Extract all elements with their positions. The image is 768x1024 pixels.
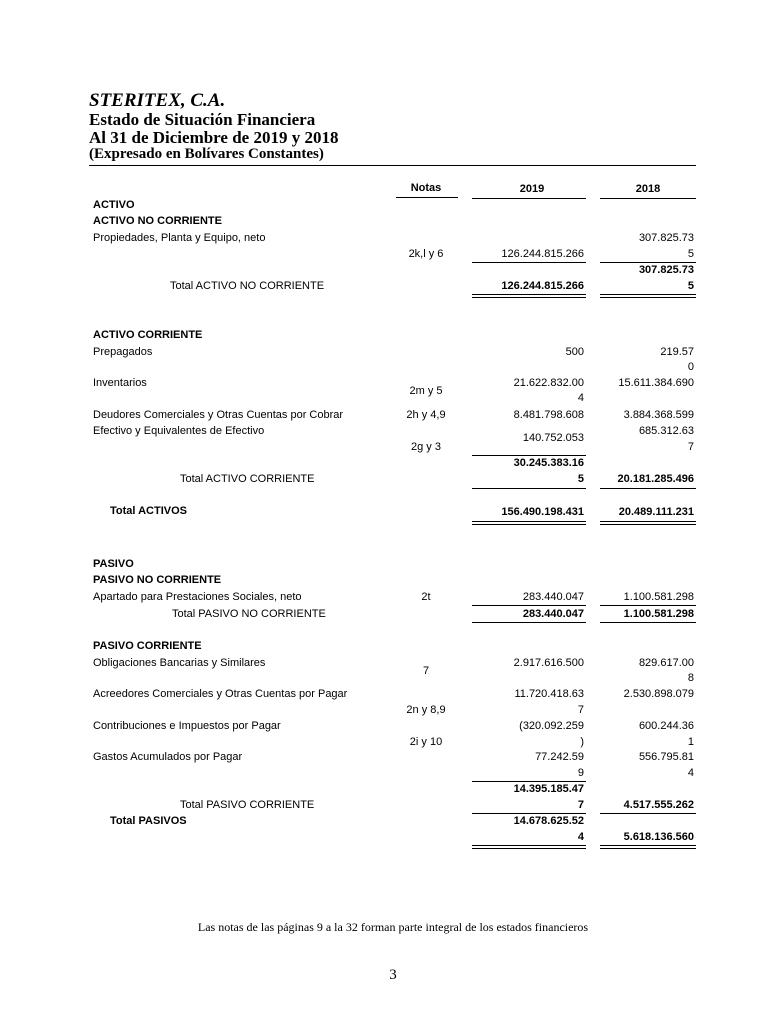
total-pasivos-double-line-2018 [600, 845, 696, 849]
row-value-2019: 2.917.616.500 [513, 657, 584, 669]
row-value-2018: 219.57 [660, 346, 694, 358]
row-value-2018: 1.100.581.298 [623, 591, 694, 603]
row-value-2019: 126.244.815.266 [501, 248, 584, 260]
row-value-2018-wrap: 8 [687, 672, 694, 684]
row-label: Contribuciones e Impuestos por Pagar [93, 720, 281, 732]
row-nota: 2g y 3 [411, 441, 441, 453]
total-value-2019: 14.395.185.47 [513, 783, 584, 795]
header-2019-underline [472, 198, 586, 199]
total-value-2019-wrap: 5 [577, 473, 584, 485]
total-pasivos-label: Total PASIVOS [110, 815, 187, 827]
row-nota: 2k,l y 6 [408, 248, 444, 260]
section-title-pasivo: PASIVO [93, 558, 134, 570]
subtotal-line-2018 [600, 605, 696, 606]
row-label: Acreedores Comerciales y Otras Cuentas por Pagar [93, 688, 348, 700]
row-label: Obligaciones Bancarias y Similares [93, 657, 266, 669]
total-line-2018 [600, 488, 696, 489]
total-label: Total ACTIVO NO CORRIENTE [170, 280, 325, 292]
notas-header-underline [396, 197, 458, 198]
row-value-2019: 500 [565, 346, 584, 358]
total-pasivos-double-line-2019 [472, 845, 586, 849]
row-value-2019: 140.752.053 [522, 432, 584, 444]
row-value-2018: 829.617.00 [638, 657, 694, 669]
row-label: Inventarios [93, 377, 147, 389]
section-title-activo-corriente: ACTIVO CORRIENTE [93, 329, 203, 341]
total-activos-2018: 20.489.111.231 [618, 506, 694, 518]
row-value-2019-wrap: ) [580, 736, 584, 748]
row-nota: 2h y 4,9 [406, 409, 446, 421]
total-value-2018: 20.181.285.496 [617, 473, 694, 485]
row-value-2019: 283.440.047 [522, 591, 584, 603]
total-activos-double-line-2018 [600, 521, 696, 525]
row-value-2019-wrap: 9 [577, 767, 584, 779]
total-label: Total PASIVO NO CORRIENTE [172, 608, 326, 620]
total-pasivos-2019-wrap: 4 [577, 831, 584, 843]
header-2018-underline [600, 198, 696, 199]
header-divider [89, 165, 696, 166]
total-activos-double-line-2019 [472, 521, 586, 525]
total-double-line-2019 [472, 294, 586, 298]
row-value-2019: 77.242.59 [535, 751, 584, 763]
company-name: STERITEX, C.A. [89, 90, 226, 111]
total-line-2019 [472, 622, 586, 623]
column-header-2018: 2018 [635, 183, 661, 195]
row-nota: 2m y 5 [409, 385, 443, 397]
row-label: Gastos Acumulados por Pagar [93, 751, 243, 763]
currency-note: (Expresado en Bolívares Constantes) [89, 146, 324, 162]
page-number: 3 [389, 967, 397, 983]
row-value-2018: 3.884.368.599 [623, 409, 694, 421]
column-header-notas: Notas [410, 182, 442, 194]
row-value-2019: (320.092.259 [519, 720, 584, 732]
row-nota: 2n y 8,9 [406, 704, 446, 716]
row-value-2018: 600.244.36 [638, 720, 694, 732]
row-value-2019-wrap: 4 [577, 392, 584, 404]
section-title-activo: ACTIVO [93, 199, 135, 211]
total-activos-label: Total ACTIVOS [110, 505, 187, 517]
row-value-2018: 685.312.63 [638, 425, 694, 437]
row-value-2018-wrap: 7 [687, 441, 694, 453]
total-label: Total PASIVO CORRIENTE [180, 799, 315, 811]
row-value-2019: 8.481.798.608 [513, 409, 584, 421]
row-nota: 7 [422, 665, 430, 677]
total-value-2019: 283.440.047 [522, 608, 584, 620]
statement-date: Al 31 de Diciembre de 2019 y 2018 [89, 128, 339, 147]
statement-title: Estado de Situación Financiera [89, 110, 316, 129]
total-value-2018: 307.825.73 [638, 264, 694, 276]
row-value-2019: 11.720.418.63 [514, 688, 584, 700]
total-value-2018: 1.100.581.298 [623, 608, 694, 620]
row-value-2018: 556.795.81 [638, 751, 694, 763]
total-value-2019-wrap: 7 [577, 799, 584, 811]
section-title-activo-no-corriente: ACTIVO NO CORRIENTE [93, 215, 222, 227]
total-value-2018-wrap: 5 [687, 280, 694, 292]
row-value-2018-wrap: 1 [687, 736, 694, 748]
row-value-2018: 2.530.898.079 [623, 688, 694, 700]
total-value-2019: 126.244.815.266 [501, 280, 584, 292]
section-title-pasivo-no-corriente: PASIVO NO CORRIENTE [93, 574, 222, 586]
row-value-2019: 21.622.832.00 [513, 377, 584, 389]
row-value-2018: 307.825.73 [638, 232, 694, 244]
subtotal-line-2019 [472, 605, 586, 606]
column-header-2019: 2019 [519, 183, 545, 195]
total-pasivos-2019: 14.678.625.52 [513, 815, 584, 827]
row-label: Efectivo y Equivalentes de Efectivo [93, 425, 265, 437]
total-value-2019: 30.245.383.16 [513, 457, 584, 469]
total-line-2018 [600, 813, 696, 814]
total-line-2019 [472, 488, 586, 489]
row-value-2018-wrap: 0 [687, 361, 694, 373]
total-label: Total ACTIVO CORRIENTE [180, 473, 315, 485]
row-nota: 2i y 10 [409, 736, 443, 748]
row-label: Deudores Comerciales y Otras Cuentas por Cobrar [93, 409, 344, 421]
section-title-pasivo-corriente: PASIVO CORRIENTE [93, 640, 202, 652]
total-activos-2019: 156.490.198.431 [501, 506, 584, 518]
row-label: Propiedades, Planta y Equipo, neto [93, 232, 266, 244]
row-value-2018-wrap: 4 [687, 767, 694, 779]
total-pasivos-2018: 5.618.136.560 [623, 831, 694, 843]
total-value-2018: 4.517.555.262 [623, 799, 694, 811]
row-nota: 2t [421, 591, 431, 603]
row-value-2018: 15.611.384.690 [618, 377, 694, 389]
row-label: Apartado para Prestaciones Sociales, neto [93, 591, 302, 603]
total-line-2018 [600, 622, 696, 623]
footer-note: Las notas de las páginas 9 a la 32 forman parte integral de los estados financieros [197, 920, 589, 934]
subtotal-line-2019 [472, 262, 586, 263]
total-double-line-2018 [600, 294, 696, 298]
row-value-2018-wrap: 5 [687, 248, 694, 260]
row-label: Prepagados [93, 346, 153, 358]
row-value-2019-wrap: 7 [577, 704, 584, 716]
